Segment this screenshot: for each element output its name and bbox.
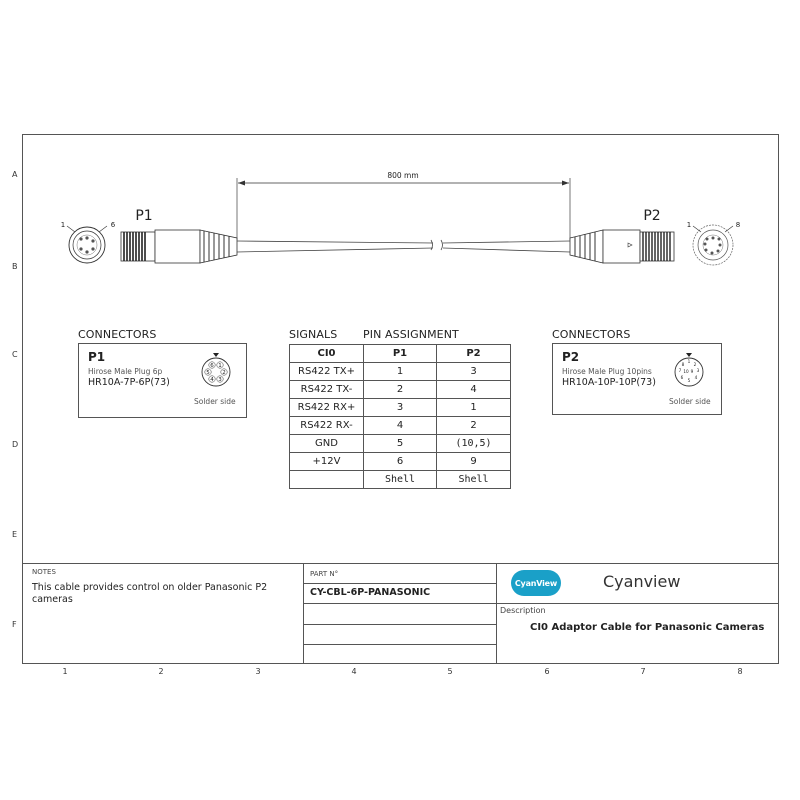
p1-pin-cell: 4 — [364, 417, 437, 435]
table-row — [290, 435, 511, 453]
table-row — [290, 381, 511, 399]
row-label-f: F — [12, 620, 17, 629]
p1-connector-icon — [121, 230, 237, 263]
col-label-8: 8 — [737, 667, 743, 676]
p1-pin-6: 6 — [210, 363, 214, 369]
signal-cell: RS422 TX- — [290, 381, 364, 399]
p1-front-view-icon — [67, 226, 107, 263]
p1-pin-cell: 6 — [364, 453, 437, 471]
p1-pin-4: 4 — [210, 377, 214, 383]
col-label-6: 6 — [544, 667, 550, 676]
title-block-hline-3 — [303, 624, 496, 625]
row-label-c: C — [12, 350, 18, 359]
p2-pin-4: 4 — [694, 375, 698, 380]
length-label: 800 mm — [387, 171, 419, 180]
p2-description: Hirose Male Plug 10pins — [562, 367, 652, 376]
cable-drawing — [0, 0, 800, 300]
p1-name: P1 — [88, 350, 106, 364]
p2-pin-cell: 9 — [437, 453, 511, 471]
table-row — [290, 453, 511, 471]
title-block-divider-1 — [303, 563, 304, 664]
title-block-hline-2 — [303, 603, 779, 604]
notes-label: NOTES — [32, 568, 56, 576]
description-text: CI0 Adaptor Cable for Panasonic Cameras — [530, 622, 765, 633]
signal-cell — [290, 471, 364, 489]
title-block-hline-1 — [303, 583, 496, 584]
description-label: Description — [500, 606, 546, 615]
p1-solder-side: Solder side — [194, 397, 236, 406]
table-row — [290, 363, 511, 381]
connectors-right-header: CONNECTORS — [552, 328, 631, 341]
title-block-divider-2 — [496, 563, 497, 664]
table-row — [290, 399, 511, 417]
col-label-3: 3 — [255, 667, 261, 676]
table-header-row — [290, 345, 511, 363]
p2-connector-icon — [570, 230, 674, 263]
part-number: CY-CBL-6P-PANASONIC — [310, 587, 431, 598]
p2-pin-cell: 2 — [437, 417, 511, 435]
p2-pin-8: 8 — [681, 362, 685, 367]
p1-pin-cell: 1 — [364, 363, 437, 381]
p2-part-number: HR10A-10P-10P(73) — [562, 377, 656, 388]
table-row — [290, 417, 511, 435]
signal-cell: +12V — [290, 453, 364, 471]
table-row — [290, 471, 511, 489]
row-label-d: D — [12, 440, 19, 449]
col-label-7: 7 — [640, 667, 646, 676]
logo-text: CyanView — [514, 578, 558, 588]
p2-pin-first-label: 1 — [686, 221, 692, 229]
p1-pin-5: 5 — [206, 370, 210, 376]
p2-pin-7: 7 — [678, 368, 682, 373]
table-col-ci0: CI0 — [290, 345, 364, 363]
row-label-e: E — [12, 530, 18, 539]
col-label-4: 4 — [351, 667, 357, 676]
col-label-2: 2 — [158, 667, 164, 676]
p2-pin-10: 10 — [683, 369, 689, 374]
p1-pin-cell: 3 — [364, 399, 437, 417]
p2-pin-cell: Shell — [437, 471, 511, 489]
p2-pin-cell: (10,5) — [437, 435, 511, 453]
col-label-1: 1 — [62, 667, 68, 676]
row-label-a: A — [12, 170, 18, 179]
pin-assignment-header: PIN ASSIGNMENT — [363, 328, 459, 341]
p1-pin-cell: Shell — [364, 471, 437, 489]
p1-pinout-icon — [200, 350, 232, 390]
p2-front-view-icon — [693, 225, 733, 265]
p1-pin-last-label: 6 — [110, 221, 116, 229]
p2-pin-1: 1 — [687, 359, 691, 364]
p2-pin-cell: 4 — [437, 381, 511, 399]
p2-pin-cell: 3 — [437, 363, 511, 381]
table-col-p1: P1 — [364, 345, 437, 363]
signal-cell: RS422 RX- — [290, 417, 364, 435]
p2-name: P2 — [562, 350, 580, 364]
signal-cell: RS422 RX+ — [290, 399, 364, 417]
p2-pin-9: 9 — [690, 369, 694, 374]
dimension-line — [237, 178, 570, 240]
connectors-left-header: CONNECTORS — [78, 328, 157, 341]
p2-solder-side: Solder side — [669, 397, 711, 406]
signal-cell: RS422 TX+ — [290, 363, 364, 381]
p2-connector-box — [552, 343, 722, 415]
cable-line — [237, 240, 570, 252]
p1-pin-2: 2 — [222, 370, 226, 376]
title-block-hline-4 — [303, 644, 496, 645]
p1-pin-cell: 5 — [364, 435, 437, 453]
p2-pin-last-label: 8 — [735, 221, 741, 229]
cyanview-logo-icon — [511, 570, 561, 596]
p1-pin-first-label: 1 — [60, 221, 66, 229]
pin-assignment-table — [289, 344, 511, 489]
p2-pin-2: 2 — [693, 362, 697, 367]
p2-pinout-icon — [672, 350, 706, 390]
p1-description: Hirose Male Plug 6p — [88, 367, 163, 376]
signal-cell: GND — [290, 435, 364, 453]
p1-part-number: HR10A-7P-6P(73) — [88, 377, 170, 388]
p2-drawing-label: P2 — [643, 208, 661, 224]
p1-pin-3: 3 — [218, 377, 222, 383]
part-number-label: PART N° — [310, 570, 339, 578]
signals-header: SIGNALS — [289, 328, 338, 341]
p1-pin-cell: 2 — [364, 381, 437, 399]
p1-drawing-label: P1 — [135, 208, 153, 224]
p2-pin-cell: 1 — [437, 399, 511, 417]
p2-pin-3: 3 — [696, 368, 700, 373]
company-name: Cyanview — [603, 572, 681, 591]
col-label-5: 5 — [447, 667, 453, 676]
p2-pin-5: 5 — [687, 378, 691, 383]
table-col-p2: P2 — [437, 345, 511, 363]
p1-pin-1: 1 — [218, 363, 222, 369]
row-label-b: B — [12, 262, 18, 271]
notes-text: This cable provides control on older Panasonic P2 cameras — [32, 582, 268, 605]
title-block-top-line — [22, 563, 779, 564]
p2-pin-6: 6 — [680, 375, 684, 380]
p1-connector-box — [78, 343, 247, 418]
